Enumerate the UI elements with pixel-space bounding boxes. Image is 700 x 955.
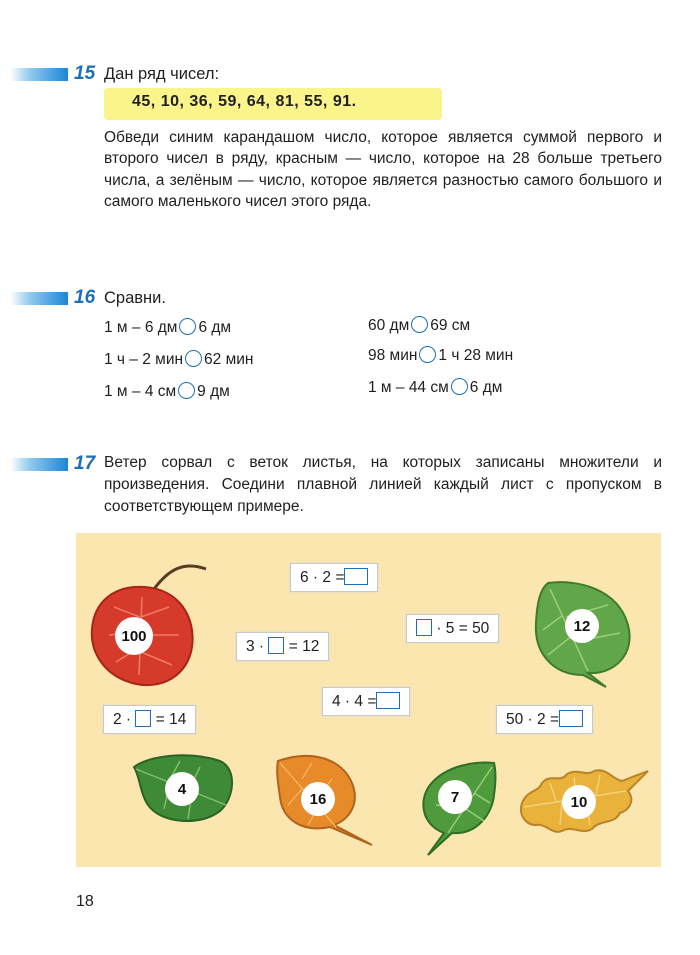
compare-right-expr: 6 дм bbox=[469, 379, 503, 396]
leaf-value-badge: 4 bbox=[165, 772, 199, 806]
task-17-marker bbox=[10, 458, 68, 471]
answer-box[interactable] bbox=[135, 710, 151, 727]
answer-box[interactable] bbox=[416, 619, 432, 636]
leaf-value-badge: 12 bbox=[565, 609, 599, 643]
card-text: = 14 bbox=[155, 711, 187, 728]
compare-left-expr: 98 мин bbox=[368, 347, 418, 364]
compare-row bbox=[104, 382, 230, 401]
compare-row bbox=[368, 346, 513, 365]
answer-box[interactable] bbox=[376, 692, 400, 709]
compare-left-expr: 1 ч – 2 мин bbox=[104, 351, 184, 368]
leaves-panel bbox=[76, 533, 661, 867]
compare-row bbox=[368, 316, 470, 335]
compare-circle[interactable] bbox=[179, 318, 196, 335]
compare-left-expr: 1 м – 4 см bbox=[104, 383, 177, 400]
card-text: 50 · 2 = bbox=[506, 711, 559, 728]
compare-right-expr: 1 ч 28 мин bbox=[438, 347, 514, 364]
number-series: 45, 10, 36, 59, 64, 81, 55, 91. bbox=[132, 93, 357, 110]
page-number: 18 bbox=[76, 893, 94, 910]
compare-row bbox=[104, 318, 231, 337]
compare-right-expr: 9 дм bbox=[197, 383, 230, 400]
compare-row bbox=[104, 350, 253, 369]
task-15-title: Дан ряд чисел: bbox=[104, 65, 220, 83]
compare-left-expr: 60 дм bbox=[368, 317, 410, 334]
task-15-number: 15 bbox=[74, 63, 96, 84]
card-text: · 5 = 50 bbox=[436, 620, 490, 637]
compare-circle[interactable] bbox=[419, 346, 436, 363]
leaf-value-badge: 100 bbox=[115, 617, 153, 655]
compare-left-expr: 1 м – 6 дм bbox=[104, 319, 178, 336]
compare-row bbox=[368, 378, 502, 397]
answer-box[interactable] bbox=[268, 637, 284, 654]
leaf-value-badge: 7 bbox=[438, 780, 472, 814]
compare-circle[interactable] bbox=[451, 378, 468, 395]
task-15-text: Обведи синим карандашом число, которое является суммой первого и второго чисел в ряду, красным — число, которое на 28 больше третьего числа, а зелёным — число, которое является разностью самого большого и самого маленького чисел этого ряда. bbox=[104, 129, 662, 210]
task-16-number: 16 bbox=[74, 287, 96, 308]
answer-box[interactable] bbox=[559, 710, 583, 727]
equation-card-6x2 bbox=[290, 563, 378, 592]
task-16-marker bbox=[10, 292, 68, 305]
card-text: 3 · bbox=[246, 638, 265, 655]
leaf-value-badge: 16 bbox=[301, 782, 335, 816]
compare-right-expr: 6 дм bbox=[198, 319, 232, 336]
leaf-value-badge: 10 bbox=[562, 785, 596, 819]
equation-card-50x2 bbox=[496, 705, 593, 734]
task-15-marker bbox=[10, 68, 68, 81]
compare-circle[interactable] bbox=[178, 382, 195, 399]
task-17-number: 17 bbox=[74, 453, 96, 474]
compare-left-expr: 1 м – 44 см bbox=[368, 379, 449, 396]
task-16-title: Сравни. bbox=[104, 289, 166, 307]
card-text: 4 · 4 = bbox=[332, 693, 377, 710]
compare-right-expr: 69 см bbox=[430, 317, 471, 334]
equation-card-4x4 bbox=[322, 687, 410, 716]
equation-card-3x-12 bbox=[236, 632, 329, 661]
compare-circle[interactable] bbox=[411, 316, 428, 333]
compare-right-expr: 62 мин bbox=[204, 351, 254, 368]
equation-card-x5-50 bbox=[406, 614, 499, 643]
card-text: 2 · bbox=[113, 711, 132, 728]
card-text: = 12 bbox=[288, 638, 320, 655]
equation-card-2x-14 bbox=[103, 705, 196, 734]
card-text: 6 · 2 = bbox=[300, 569, 345, 586]
answer-box[interactable] bbox=[344, 568, 368, 585]
task-17-text: Ветер сорвал с веток листья, на которых записаны множители и произведения. Соедини плавной линией каждый лист с пропуском в соответствующем примере. bbox=[104, 454, 662, 515]
compare-circle[interactable] bbox=[185, 350, 202, 367]
